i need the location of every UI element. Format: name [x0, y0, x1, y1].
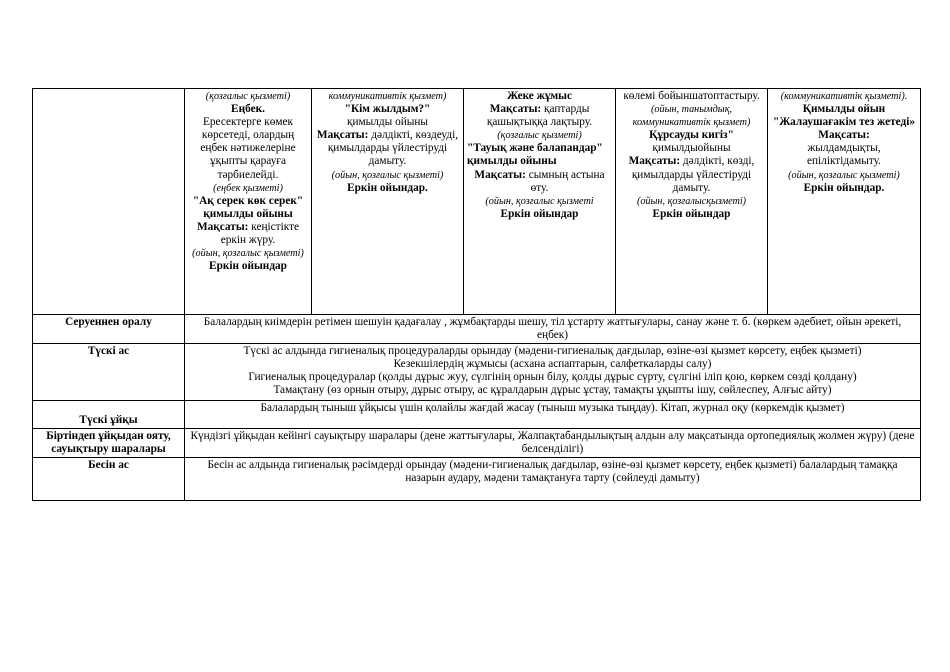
- row-line: Балалардың киімдерін ретімен шешуін қадағалау , жұмбақтарды шешу, тіл ұстарту жаттығулары, санау және т. б. (көркем әдебиет, ойын әрекеті, еңбек): [203, 316, 902, 342]
- goal-text: кеңістікте еркін жүру.: [220, 220, 300, 247]
- goal-text: дәлдікті, көзді, қимылдарды үйлестіруді дамыту.: [631, 155, 755, 194]
- schedule-row: [33, 458, 921, 501]
- row-label: Бесін ас: [33, 458, 185, 501]
- activity-cell-3: [312, 89, 464, 315]
- goal-label: Мақсаты:: [628, 155, 681, 168]
- goal-text: дәлдікті, көздеуді, қимылдарды үйлестіруді дамыту.: [327, 129, 459, 168]
- row-label: [33, 401, 185, 429]
- row-label: Түскі ас: [33, 344, 185, 401]
- activity-line: "Кім жылдым?": [344, 103, 431, 116]
- activity-line: Еркін ойындар: [500, 207, 579, 220]
- activity-cell-4: [464, 89, 616, 315]
- activity-line: Құрсауды кигіз": [649, 129, 734, 142]
- activity-line: Еркін ойындар.: [803, 181, 885, 194]
- activity-line: [188, 221, 308, 247]
- goal-label: Мақсаты:: [489, 103, 542, 116]
- row-label: Серуеннен оралу: [33, 315, 185, 344]
- activity-cell-5: [616, 89, 768, 315]
- row-content: [185, 401, 921, 429]
- activities-row: [33, 89, 921, 315]
- activity-line: қимылдыойыны: [652, 142, 731, 155]
- activity-cell-2: [185, 89, 312, 315]
- row-content: [185, 458, 921, 501]
- activity-line: Ересектерге көмек көрсетеді, олардың еңбек нәтижелеріне ұқыпты қарауға тәрбиелейді.: [200, 116, 296, 181]
- row-content: [185, 429, 921, 458]
- schedule-row: [33, 401, 921, 429]
- goal-text: қаптарды қашықтыққа лақтыру.: [486, 103, 593, 129]
- activity-line: [315, 129, 460, 168]
- activity-line: [467, 169, 612, 195]
- activity-line: "Тауық және балапандар" қимылды ойыны: [467, 142, 603, 168]
- activity-line: Еркін ойындар: [209, 260, 287, 273]
- row-line: Балалардың тыныш ұйқысы үшін қолайлы жағдай жасау (тыныш музыка тыңдау). Кітап, журнал оқу (көркемдік қызмет): [260, 402, 845, 415]
- activity-line: қимылды ойыны: [347, 116, 428, 129]
- activity-line: [467, 103, 612, 129]
- row-line: Тамақтану (өз орнын отыру, дұрыс отыру, ас құралдарын дұрыс ұстау, тамақты ұқыпты ішу, сөйлеспеу, Алғыс айту): [273, 384, 832, 397]
- activity-line: Қимылды ойын "Жалаушағакім тез жетеді»: [773, 103, 915, 129]
- activity-line: (қозғалыс қызметі): [205, 91, 291, 102]
- activity-line: Жеке жұмыс: [506, 90, 573, 102]
- activity-line: (ойын, қозғалыс қызметі): [788, 169, 900, 181]
- row-line: Бесін ас алдында гигиеналық рәсімдерді орындау (мәдени-гигиеналық дағдылар, өзіне-өзі қызмет көрсету, еңбек қызметі) балалардың тамаққа назарын аудару, мәдени тамақтануға тарту (сөйлеуді дамыту): [207, 459, 898, 485]
- row-content: [185, 315, 921, 344]
- activities-empty-cell: [33, 89, 185, 315]
- row-line: Гигиеналық процедуралар (қолды дұрыс жуу, сүлгінің орнын білу, қолды дұрыс сүрту, сүлгіні іліп қою, көркем сөзді қолдану): [248, 371, 857, 384]
- activity-line: (коммуникативтік қызметі).: [780, 91, 908, 102]
- activity-line: (ойын, қозғалыс қызметі): [192, 248, 304, 260]
- activity-line: көлемі бойыншатоптастыру.: [623, 90, 760, 102]
- activity-line: (ойын, танымдық, коммуникативтік қызмет): [632, 104, 751, 129]
- activity-line: Мақсаты:: [818, 129, 870, 142]
- activity-line: (ойын, қозғалыс қызметі): [331, 169, 444, 181]
- schedule-row: [33, 429, 921, 458]
- row-label: Біртіндеп ұйқыдан ояту, сауықтыру шаралары: [33, 429, 185, 458]
- activity-line: (ойын, қозғалысқызметі): [636, 195, 747, 207]
- row-line: Түскі ас алдында гигиеналық процедураларды орындау (мәдени-гигиеналық дағдылар, өзіне-өзі қызмет көрсету, еңбек қызметі): [243, 345, 862, 358]
- activity-line: "Ақ серек көк серек" қимылды ойыны: [192, 194, 304, 220]
- goal-text: сымның астына өту.: [525, 168, 605, 194]
- activity-cell-6: [768, 89, 921, 315]
- goal-label: Мақсаты:: [196, 220, 249, 233]
- activity-line: Еркін ойындар: [652, 207, 731, 220]
- row-content: [185, 344, 921, 401]
- activity-line: (еңбек қызметі): [213, 182, 283, 194]
- goal-label: Мақсаты:: [474, 168, 526, 181]
- activity-line: Еңбек.: [231, 103, 265, 116]
- activity-line: Еркін ойындар.: [347, 181, 428, 194]
- activity-line: коммуникативтік қызмет): [328, 91, 447, 102]
- activity-line: жылдамдықты, епіліктідамыту.: [806, 142, 882, 168]
- goal-label: Мақсаты:: [316, 129, 369, 142]
- schedule-row: [33, 344, 921, 401]
- row-line: Кезекшілердің жұмысы (асхана аспаптарын, салфеткаларды салу): [393, 358, 712, 371]
- schedule-row: [33, 315, 921, 344]
- row-line: Күндізгі ұйқыдан кейінгі сауықтыру шаралары (дене жаттығулары, Жалпақтабандылықтың алдын алу мақсатында ортопедиялық жолмен жүру) (дене белсенділігі): [190, 430, 915, 456]
- activity-line: (ойын, қозғалыс қызметі: [485, 195, 594, 207]
- activity-line: [619, 155, 764, 194]
- row-label-text: Түскі ұйқы: [79, 414, 138, 427]
- schedule-table: [32, 88, 921, 501]
- activity-line: (қозғалыс қызметі): [497, 130, 582, 142]
